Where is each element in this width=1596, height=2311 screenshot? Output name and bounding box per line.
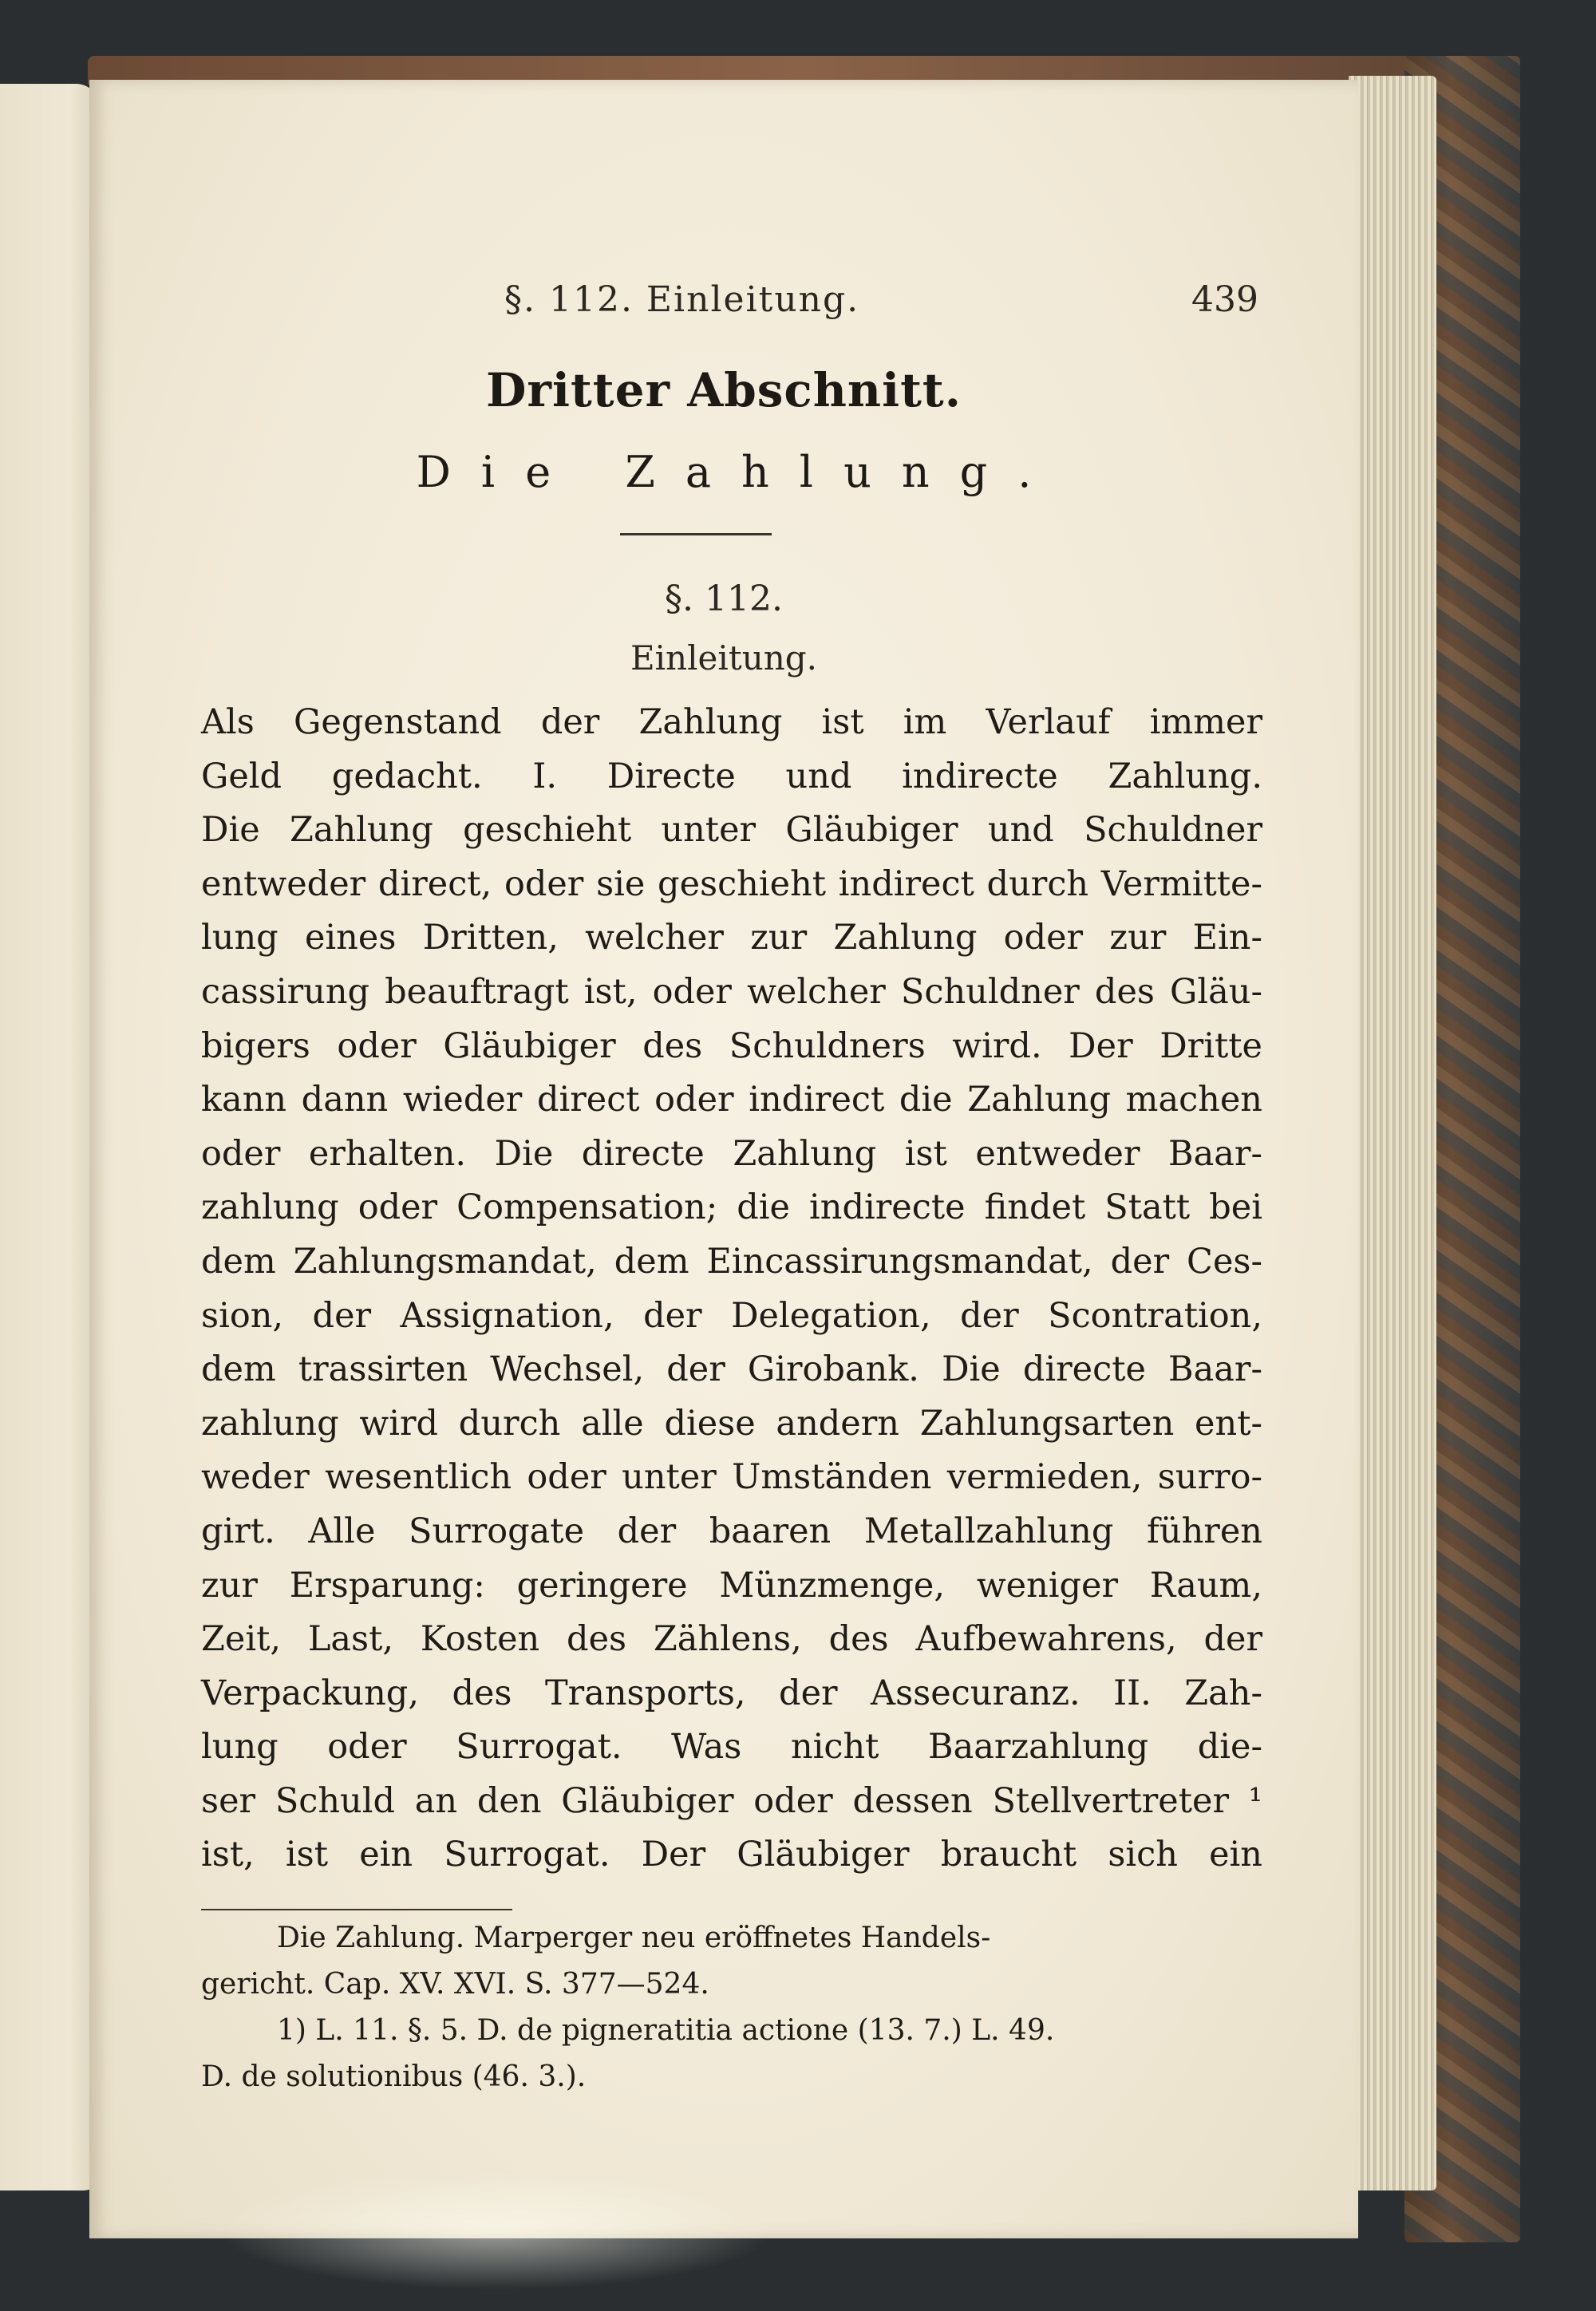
facing-page-edge: [0, 84, 100, 2191]
paragraph-number: §. 112.: [665, 579, 783, 619]
page-edges: [1349, 76, 1436, 2191]
body-line: kann dann wieder direct oder indirect die Zahlung machen: [201, 1080, 1262, 1120]
paper-stain: [217, 2171, 776, 2290]
body-line: sion, der Assignation, der Delegation, der Scontration,: [201, 1295, 1262, 1336]
footnote-line: gericht. Cap. XV. XVI. S. 377—524.: [201, 1968, 709, 2001]
footnote-line: Die Zahlung. Marperger neu eröffnetes Handels-: [277, 1922, 991, 1954]
footnote-divider: [201, 1909, 512, 1910]
body-line: Zeit, Last, Kosten des Zählens, des Aufbewahrens, der: [201, 1619, 1262, 1660]
body-line: dem trassirten Wechsel, der Girobank. Die directe Baar-: [201, 1349, 1262, 1390]
body-line: ist, ist ein Surrogat. Der Gläubiger braucht sich ein: [201, 1835, 1262, 1875]
body-line: oder erhalten. Die directe Zahlung ist entweder Baar-: [201, 1133, 1262, 1174]
body-line: girt. Alle Surrogate der baaren Metallzahlung führen: [201, 1511, 1262, 1551]
page-header: [89, 279, 1358, 327]
section-heading: Dritter Abschnitt.: [486, 363, 962, 417]
body-line: Geld gedacht. I. Directe und indirecte Zahlung.: [201, 756, 1262, 796]
body-line: Die Zahlung geschieht unter Gläubiger und Schuldner: [201, 810, 1262, 851]
body-line: lung oder Surrogat. Was nicht Baarzahlung die-: [201, 1727, 1262, 1768]
body-line: zur Ersparung: geringere Münzmenge, weniger Raum,: [201, 1565, 1262, 1606]
body-line: Verpackung, des Transports, der Assecuranz. II. Zah-: [201, 1673, 1262, 1713]
body-line: dem Zahlungsmandat, dem Eincassirungsmandat, der Ces-: [201, 1241, 1262, 1282]
page-number: 439: [1191, 279, 1258, 320]
body-line: ser Schuld an den Gläubiger oder dessen Stellvertreter ¹: [201, 1780, 1262, 1821]
body-line: lung eines Dritten, welcher zur Zahlung oder zur Ein-: [201, 918, 1262, 958]
body-text: [201, 696, 1262, 1882]
paragraph-title: Einleitung.: [630, 638, 818, 677]
body-line: bigers oder Gläubiger des Schuldners wird. Der Dritte: [201, 1025, 1262, 1066]
footnotes: [201, 1915, 1262, 2100]
body-line: cassirung beauftragt ist, oder welcher Schuldner des Gläu-: [201, 971, 1262, 1012]
body-line: Als Gegenstand der Zahlung ist im Verlauf immer: [201, 702, 1262, 742]
footnote-line: 1) L. 11. §. 5. D. de pigneratitia actione (13. 7.) L. 49.: [277, 2014, 1055, 2047]
body-line: zahlung wird durch alle diese andern Zahlungsarten ent-: [201, 1403, 1262, 1444]
body-line: zahlung oder Compensation; die indirecte findet Statt bei: [201, 1187, 1262, 1228]
body-line: weder wesentlich oder unter Umständen vermieden, surro-: [201, 1457, 1262, 1498]
footnote-line: D. de solutionibus (46. 3.).: [201, 2060, 587, 2093]
running-head: §. 112. Einleitung.: [504, 279, 860, 320]
title-divider: [620, 533, 772, 535]
book-page: [89, 80, 1358, 2238]
chapter-title: Die Zahlung.: [416, 447, 1062, 497]
body-line: entweder direct, oder sie geschieht indirect durch Vermitte-: [201, 863, 1262, 904]
